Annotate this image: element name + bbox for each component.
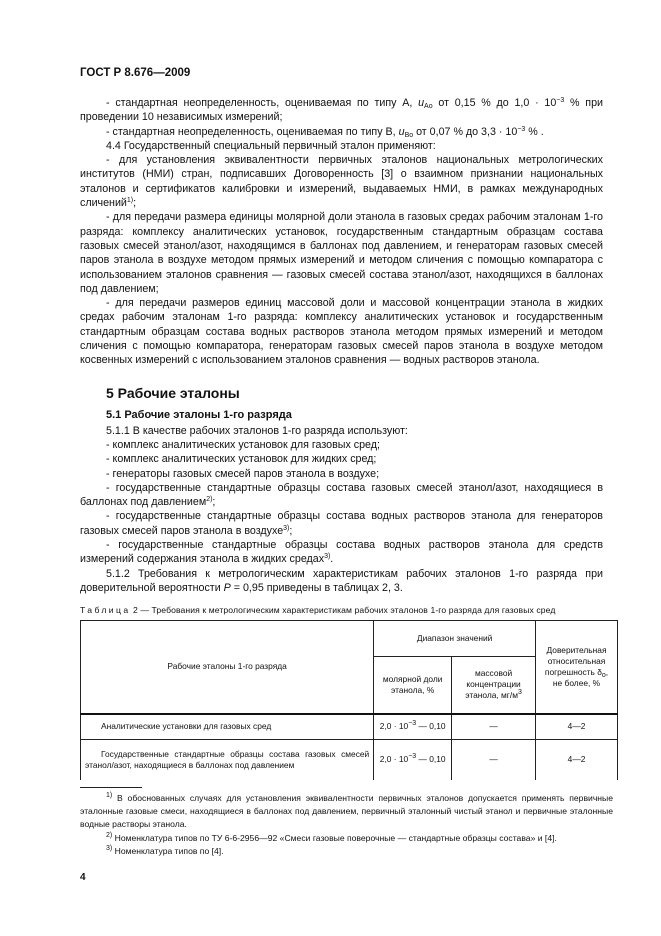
paragraph-molar-transfer: - для передачи размера единицы молярной доли этанола в газовых средах рабочим эталонам 1-го разряда: комплексу аналитических установок, государственным стандартным образцам состава газовых смесей этанол/азот, находящимся в баллонах под давлением, и генераторам газовых смесей паров этанола в воздухе методом прямых измерений и методом сличения с помощью компаратора с использованием эталонов сравнения — газовых смесей состава этанол/азот, находящихся в баллонах под давлением; (80, 211, 603, 295)
footnote-ref[interactable]: 2) (206, 496, 213, 504)
text: от 0,15 % до 1,0 · 10 (432, 97, 557, 109)
subsection-heading: 5.1 Рабочие эталоны 1-го разряда (106, 408, 292, 421)
list-item: - генераторы газовых смесей паров этанола в воздухе; (106, 467, 380, 480)
paragraph-equivalence (80, 153, 603, 210)
footnote (80, 792, 613, 832)
paragraph-4-4: 4.4 Государственный специальный первичный эталон применяют: (106, 139, 436, 152)
table-caption (80, 605, 620, 616)
paragraph-uncertainty-a (80, 96, 603, 125)
text: — 0,10 (416, 721, 446, 732)
superscript: −3 (556, 97, 565, 104)
text: — 0,10 (416, 754, 446, 765)
footnote-ref[interactable]: 3) (283, 524, 290, 532)
text: массовой концентрации этанола, мг/м (465, 668, 521, 701)
text: ; (289, 524, 293, 537)
text: = 0,95 приведены в таблицах 2, 3. (230, 581, 403, 594)
text: - для установления эквивалентности первичных эталонов национальных метрологических институтов (НМИ) стран, подписавших Договоренность [3] о взаимном признании национальных эталонов и сертификатов калибровки и измерений, выдаваемых НМИ, в рамках международных сличений (80, 154, 603, 210)
footnote-text: Номенклатура типов по ТУ 6-6-2956—92 «Смеси газовые поверочные — стандартные образцы состава» и [4]. (112, 832, 557, 843)
cell-molar (374, 714, 452, 740)
text: - стандартная неопределенность, оцениваемая по типу А, (106, 97, 419, 109)
header-standards: Рабочие эталоны 1-го разряда (81, 621, 374, 714)
footnotes (80, 792, 613, 858)
paragraph-5-1-2 (80, 567, 603, 596)
text: 2,0 · 10 (379, 754, 409, 765)
text: - государственные стандартные образцы состава водных растворов этанола для средств измерений содержания этанола в жидких средах (80, 539, 603, 566)
text: . (330, 553, 334, 566)
text: - государственные стандартные образцы состава водных растворов этанола для генераторов газовых смесей паров этанола в воздухе (80, 510, 603, 537)
text: ; (133, 197, 137, 210)
list-item (80, 481, 603, 510)
footnote-text: Номенклатура типов по [4]. (112, 845, 224, 856)
header-mass (452, 657, 536, 714)
subscript: Ao (424, 103, 433, 110)
list-item (80, 538, 603, 567)
paragraph-5-1-1: 5.1.1 В качестве рабочих эталонов 1-го разряда используют: (106, 424, 408, 437)
text: - стандартная неопределенность, оцениваемая по типу В, (106, 125, 399, 138)
superscript: −3 (517, 125, 526, 133)
caption-text: 2 — Требования к метрологическим характеристикам рабочих эталонов 1-го разряда для газовых сред (130, 605, 556, 616)
text: % . (525, 125, 544, 138)
cell-error: 4—2 (536, 714, 618, 740)
cell-name: Государственные стандартные образцы состава газовых смесей этанол/азот, находящиеся в баллонах под давлением (81, 740, 374, 780)
section-5-text (80, 424, 603, 596)
subscript: о (601, 671, 606, 679)
header-molar: молярной доли этанола, % (374, 657, 452, 714)
cell-molar (374, 740, 452, 780)
text: 2,0 · 10 (379, 721, 409, 732)
text: , не более, % (552, 666, 609, 688)
header-range: Диапазон значений (374, 621, 536, 657)
paragraph-mass-transfer: - для передачи размеров единиц массовой доли и массовой концентрации этанола в жидких средах рабочим эталонам 1-го разряда: комплексу аналитических установок и государственным стандартным образцам состава водных растворов этанола методом прямых измерений и методом сличения с помощью компаратора, генераторам газовых смесей паров этанола в воздухе методом косвенных измерений с использованием эталонов сравнения — водных растворов этанола. (80, 297, 603, 367)
symbol: P (223, 581, 231, 594)
footnote-ref[interactable]: 3) (324, 553, 331, 561)
superscript: −3 (408, 753, 417, 761)
table-2 (80, 620, 618, 780)
cell-error: 4—2 (536, 740, 618, 780)
intro-text (80, 96, 603, 368)
page-number: 4 (80, 872, 86, 884)
text: ; (212, 496, 216, 509)
subscript: Bo (404, 131, 414, 139)
footnote-mark: 2) (106, 831, 113, 839)
cell-mass: — (452, 740, 536, 780)
table-row (81, 740, 618, 780)
cell-mass: — (452, 714, 536, 740)
caption-label: Таблица (80, 605, 131, 616)
text: - государственные стандартные образцы состава газовых смесей этанол/азот, находящиеся в баллонах под давлением (80, 481, 603, 509)
footnote-mark: 1) (106, 791, 113, 799)
list-item: - комплекс аналитических установок для жидких сред; (106, 453, 377, 466)
header-error (536, 621, 618, 714)
text: Доверительная относительная погрешность δ (544, 644, 607, 677)
text: 5.1.2 Требования к метрологическим характеристикам рабочих эталонов 1-го разряда при доверительной вероятности (80, 567, 603, 594)
list-item (80, 509, 603, 538)
footnote-divider (80, 787, 142, 788)
text: от 0,07 % до 3,3 · 10 (413, 125, 518, 138)
superscript: 3 (517, 689, 522, 697)
list-item: - комплекс аналитических установок для газовых сред; (106, 438, 380, 451)
section-heading: 5 Рабочие эталоны (106, 384, 240, 401)
footnote-text: В обоснованных случаях для установления эквивалентности первичных эталонов допускается применять первичные эталонные газовые смеси, находящиеся в баллонах под давлением, первичный эталонный чистый этанол и первичные эталонные водные растворы этанола. (80, 792, 613, 830)
superscript: −3 (408, 720, 417, 728)
paragraph-uncertainty-b (80, 125, 603, 139)
footnote-mark: 3) (106, 844, 113, 852)
symbol: u (398, 125, 405, 138)
footnote-ref[interactable]: 1) (126, 197, 134, 205)
table-row (81, 714, 618, 740)
footnote (80, 832, 613, 845)
symbol: u (418, 97, 425, 109)
cell-name: Аналитические установки для газовых сред (81, 714, 374, 740)
document-code: ГОСТ Р 8.676—2009 (80, 67, 191, 79)
footnote (80, 845, 613, 858)
text: % при проведении 10 независимых измерений; (80, 97, 603, 124)
